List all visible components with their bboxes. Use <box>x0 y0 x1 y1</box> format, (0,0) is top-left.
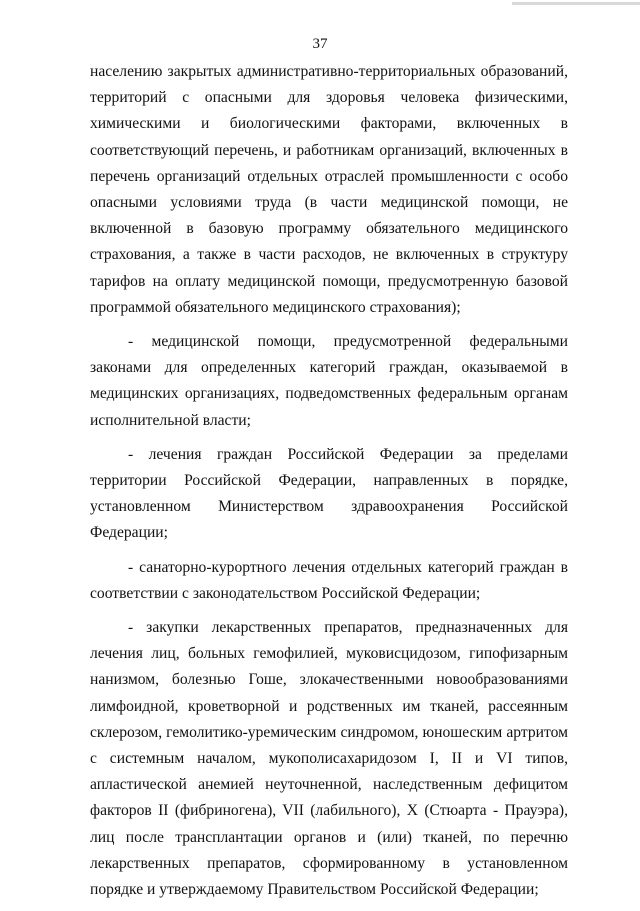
top-edge-rule <box>512 2 640 5</box>
paragraph-treatment-abroad: - лечения граждан Российской Федерации за пределами территории Российской Федерации, направленных в порядке, установленном Министерством здравоохранения Российской Федерации; <box>90 445 568 542</box>
page-number: 37 <box>312 36 328 52</box>
paragraph-federal-laws-care: - медицинской помощи, предусмотренной федеральными законами для определенных категорий граждан, оказываемой в медицинских организациях, подведомственных федеральным органам исполнительной власти; <box>90 333 568 429</box>
document-body <box>90 59 568 911</box>
paragraph-continuation: населению закрытых административно-территориальных образований, территорий с опасными для здоровья человека физическими, химическими и биологическими факторами, включенных в соответствующий перечень, и работникам организаций, включенных в перечень организаций отдельных отраслей промышленности с особо опасными условиями труда (в части медицинской помощи, не включенной в базовую программу обязательного медицинского страхования, а также в части расходов, не включенных в структуру тарифов на оплату медицинской помощи, предусмотренную базовой программой обязательного медицинского страхования); <box>90 63 568 316</box>
paragraph-drug-procurement: - закупки лекарственных препаратов, предназначенных для лечения лиц, больных гемофилией, муковисцидозом, гипофизарным нанизмом, болезнью Гоше, злокачественными новообразованиями лимфоидной, кроветворной и родственных им тканей, рассеянным склерозом, гемолитико-уремическим синдромом, юношеским артритом с системным началом, мукополисахаридозом I, II и VI типов, апластической анемией неуточненной, наследственным дефицитом факторов II (фибриногена), VII (лабильного), X (Стюарта - Прауэра), лиц после трансплантации органов и (или) тканей, по перечню лекарственных препаратов, сформированному в установленном порядке и утверждаемому Правительством Российской Федерации; <box>90 619 568 899</box>
paragraph-sanatorium-treatment: - санаторно-курортного лечения отдельных категорий граждан в соответствии с законодательством Российской Федерации; <box>90 558 568 602</box>
